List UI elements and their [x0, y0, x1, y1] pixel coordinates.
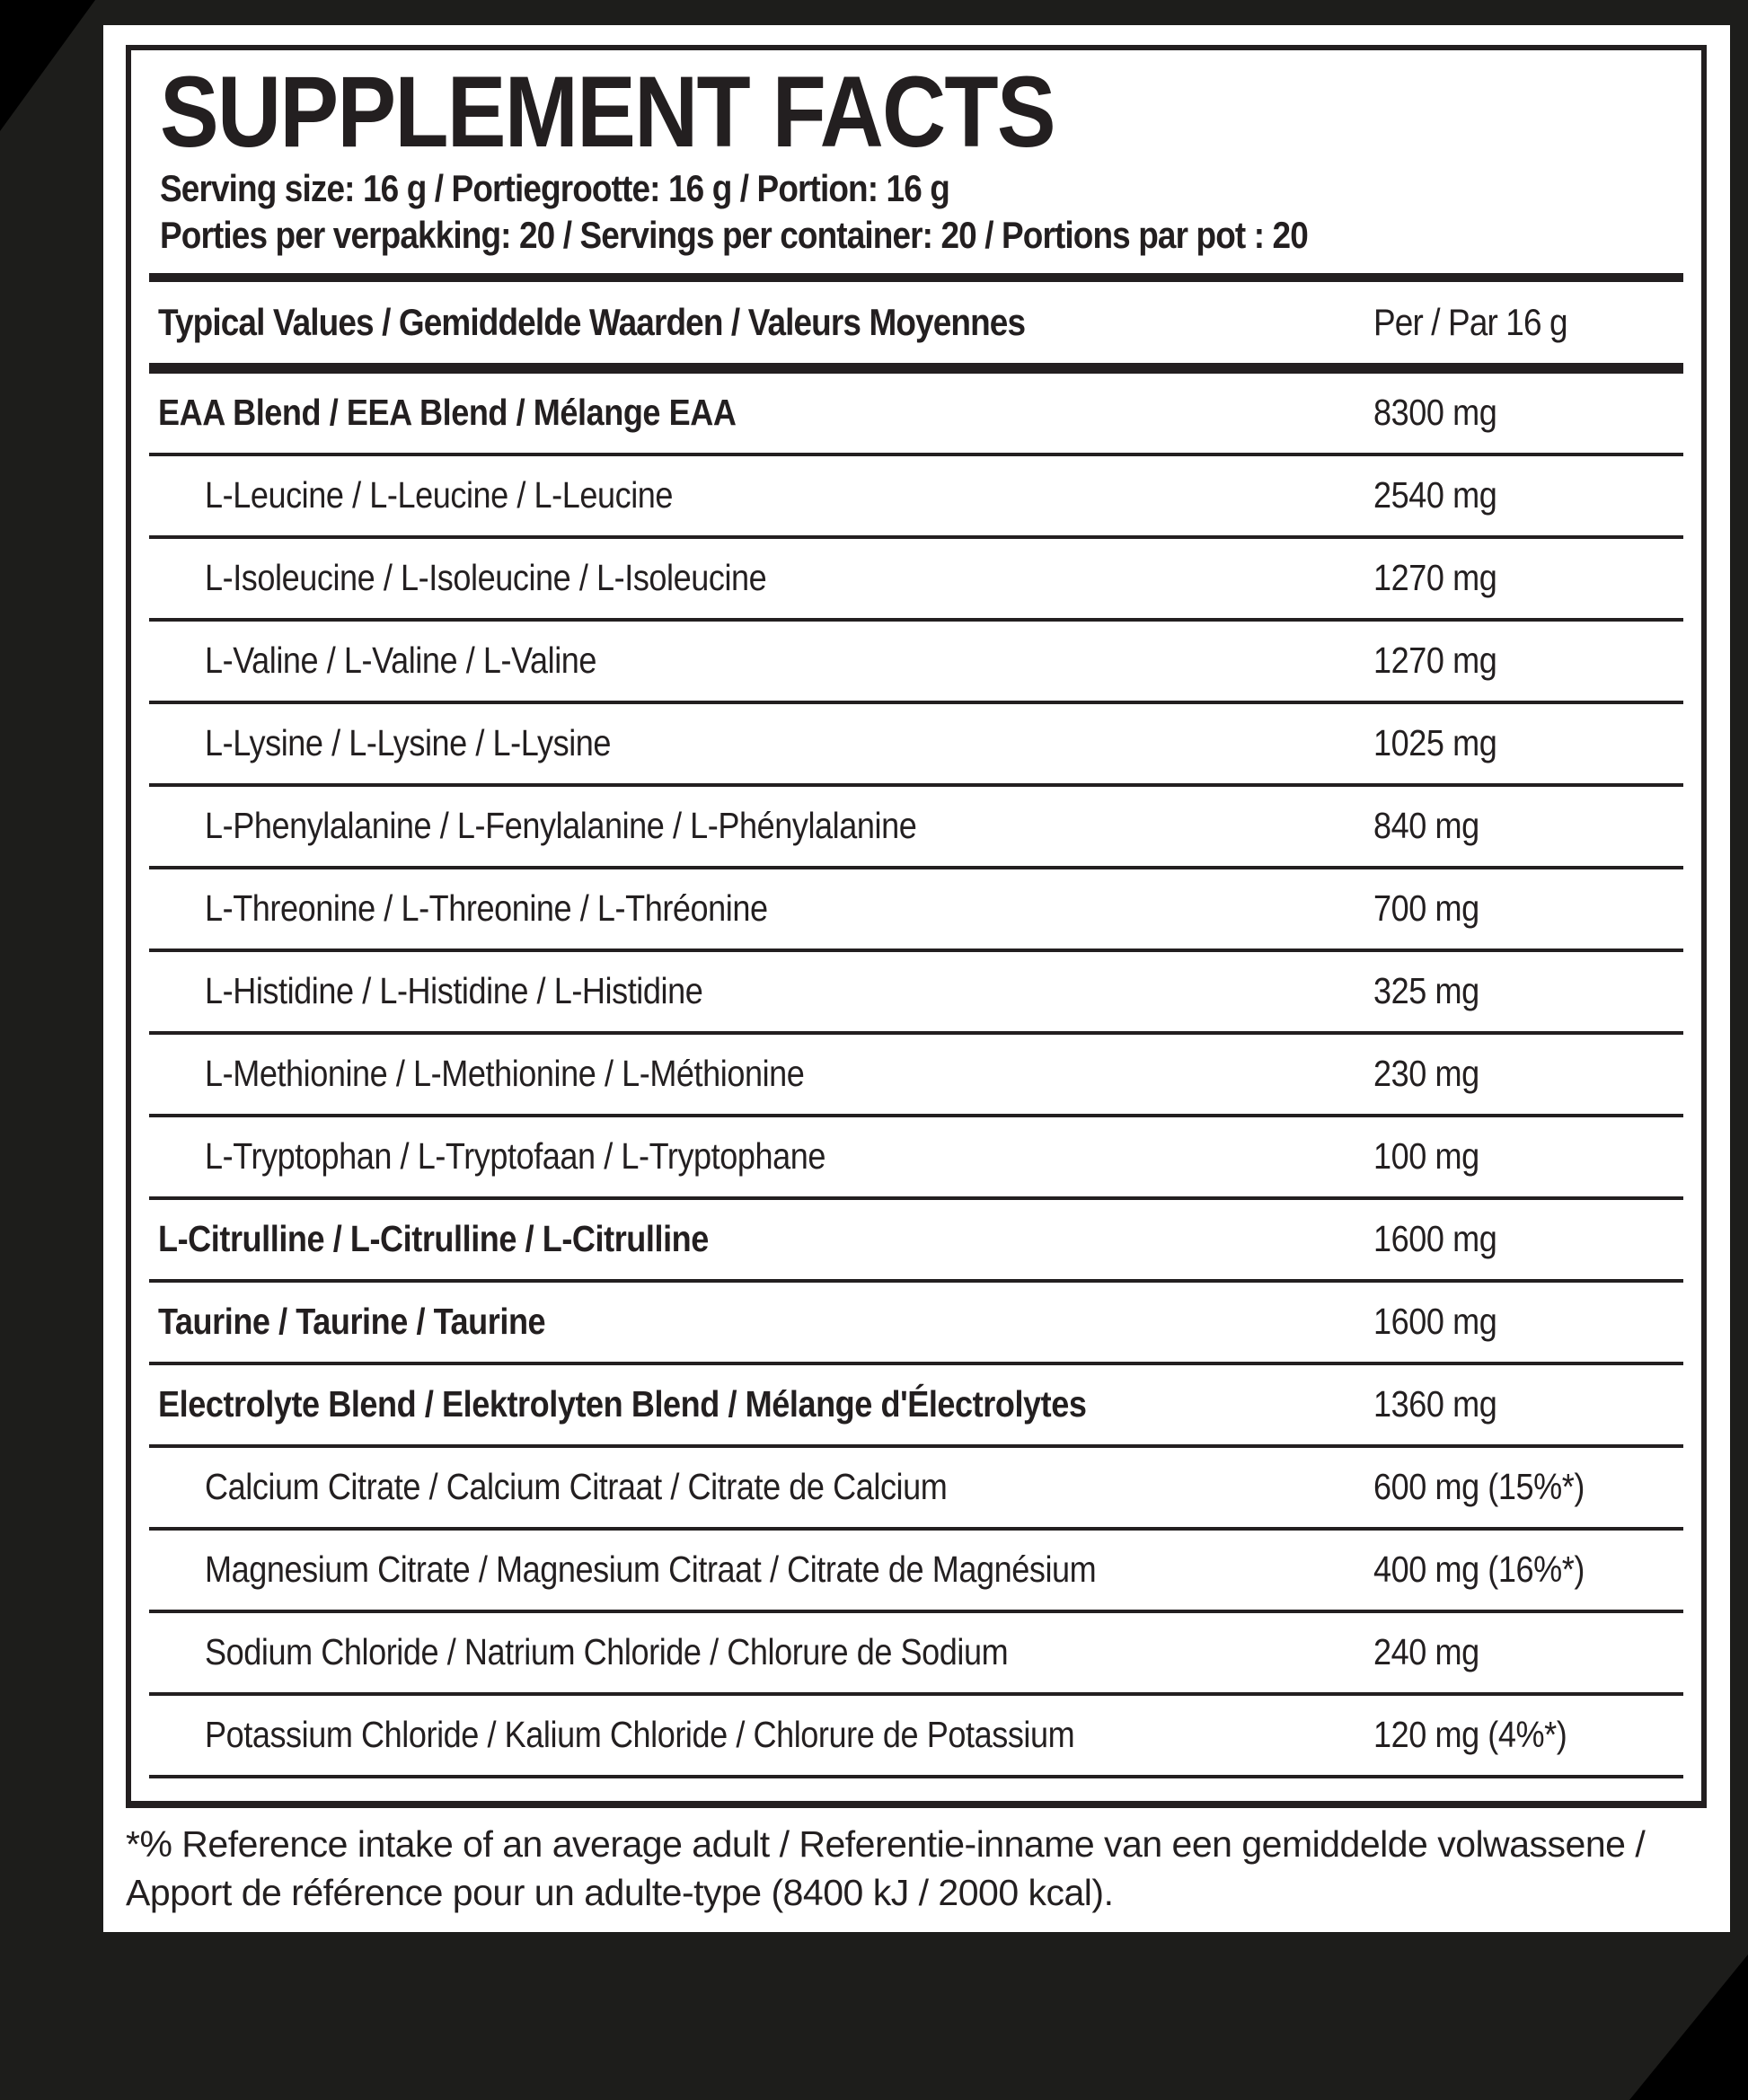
row-label: Electrolyte Blend / Elektrolyten Blend / Mélange d'Électrolytes — [158, 1383, 1087, 1425]
row-value: 325 mg — [1373, 970, 1479, 1012]
row-value: 1025 mg — [1373, 722, 1497, 764]
header-typical-values: Typical Values / Gemiddelde Waarden / Valeurs Moyennes — [158, 300, 1026, 343]
row-value: 1270 mg — [1373, 557, 1497, 599]
table-row — [149, 704, 1683, 787]
row-label: L-Methionine / L-Methionine / L-Méthionine — [205, 1053, 805, 1095]
row-value: 8300 mg — [1373, 392, 1497, 434]
servings-per-container-line: Porties per verpakking: 20 / Servings per container: 20 / Portions par pot : 20 — [160, 213, 1308, 256]
spacer — [149, 259, 1683, 273]
table-row — [149, 1117, 1683, 1200]
row-label: L-Phenylalanine / L-Fenylalanine / L-Phénylalanine — [205, 805, 917, 847]
row-label: L-Threonine / L-Threonine / L-Thréonine — [205, 887, 768, 930]
table-row — [149, 1365, 1683, 1448]
table-row — [149, 456, 1683, 539]
row-value: 1270 mg — [1373, 640, 1497, 682]
row-value: 840 mg — [1373, 805, 1479, 847]
row-label: L-Isoleucine / L-Isoleucine / L-Isoleucine — [205, 557, 767, 599]
row-label: Magnesium Citrate / Magnesium Citraat / Citrate de Magnésium — [205, 1549, 1097, 1591]
row-value: 600 mg (15%*) — [1373, 1466, 1585, 1508]
header-per-serving: Per / Par 16 g — [1373, 300, 1567, 343]
row-value: 1600 mg — [1373, 1218, 1497, 1260]
table-row — [149, 539, 1683, 622]
row-value: 700 mg — [1373, 887, 1479, 930]
serving-size-line: Serving size: 16 g / Portiegrootte: 16 g / Portion: 16 g — [160, 166, 950, 209]
row-value: 120 mg (4%*) — [1373, 1714, 1567, 1756]
table-row — [149, 1283, 1683, 1365]
table-row — [149, 622, 1683, 704]
row-label: L-Leucine / L-Leucine / L-Leucine — [205, 474, 674, 516]
supplement-facts-panel — [103, 25, 1730, 1932]
facts-table-body — [149, 374, 1683, 1778]
table-row — [149, 1531, 1683, 1613]
table-row — [149, 787, 1683, 869]
table-row — [149, 869, 1683, 952]
table-row — [149, 1448, 1683, 1531]
row-value: 400 mg (16%*) — [1373, 1549, 1585, 1591]
table-row — [149, 374, 1683, 456]
row-value: 2540 mg — [1373, 474, 1497, 516]
table-row — [149, 952, 1683, 1035]
row-value: 230 mg — [1373, 1053, 1479, 1095]
row-label: Sodium Chloride / Natrium Chloride / Chlorure de Sodium — [205, 1631, 1009, 1673]
footnote: *% Reference intake of an average adult / Referentie-inname van een gemiddelde volwassene / Apport de référence pour un adulte-type (8400 kJ / 2000 kcal). — [126, 1823, 1646, 1914]
divider-medium — [149, 273, 1683, 282]
facts-box — [126, 45, 1707, 1808]
table-header-row — [149, 282, 1683, 363]
row-value: 240 mg — [1373, 1631, 1479, 1673]
table-row — [149, 1200, 1683, 1283]
row-label: EAA Blend / EEA Blend / Mélange EAA — [158, 392, 737, 434]
divider-thick — [149, 363, 1683, 374]
row-value: 100 mg — [1373, 1135, 1479, 1178]
corner-cutout-top-left — [0, 0, 95, 131]
row-label: Potassium Chloride / Kalium Chloride / Chlorure de Potassium — [205, 1714, 1075, 1756]
row-label: L-Tryptophan / L-Tryptofaan / L-Tryptophane — [205, 1135, 826, 1178]
row-value: 1600 mg — [1373, 1301, 1497, 1343]
row-label: L-Citrulline / L-Citrulline / L-Citrulline — [158, 1218, 709, 1260]
row-label: L-Lysine / L-Lysine / L-Lysine — [205, 722, 612, 764]
corner-cutout-bottom-right — [1629, 1954, 1748, 2100]
row-label: Calcium Citrate / Calcium Citraat / Citrate de Calcium — [205, 1466, 948, 1508]
row-label: L-Valine / L-Valine / L-Valine — [205, 640, 597, 682]
page-title: SUPPLEMENT FACTS — [160, 56, 1055, 168]
table-row — [149, 1035, 1683, 1117]
row-value: 1360 mg — [1373, 1383, 1497, 1425]
row-label: Taurine / Taurine / Taurine — [158, 1301, 546, 1343]
row-label: L-Histidine / L-Histidine / L-Histidine — [205, 970, 703, 1012]
table-row — [149, 1613, 1683, 1696]
table-row — [149, 1696, 1683, 1778]
